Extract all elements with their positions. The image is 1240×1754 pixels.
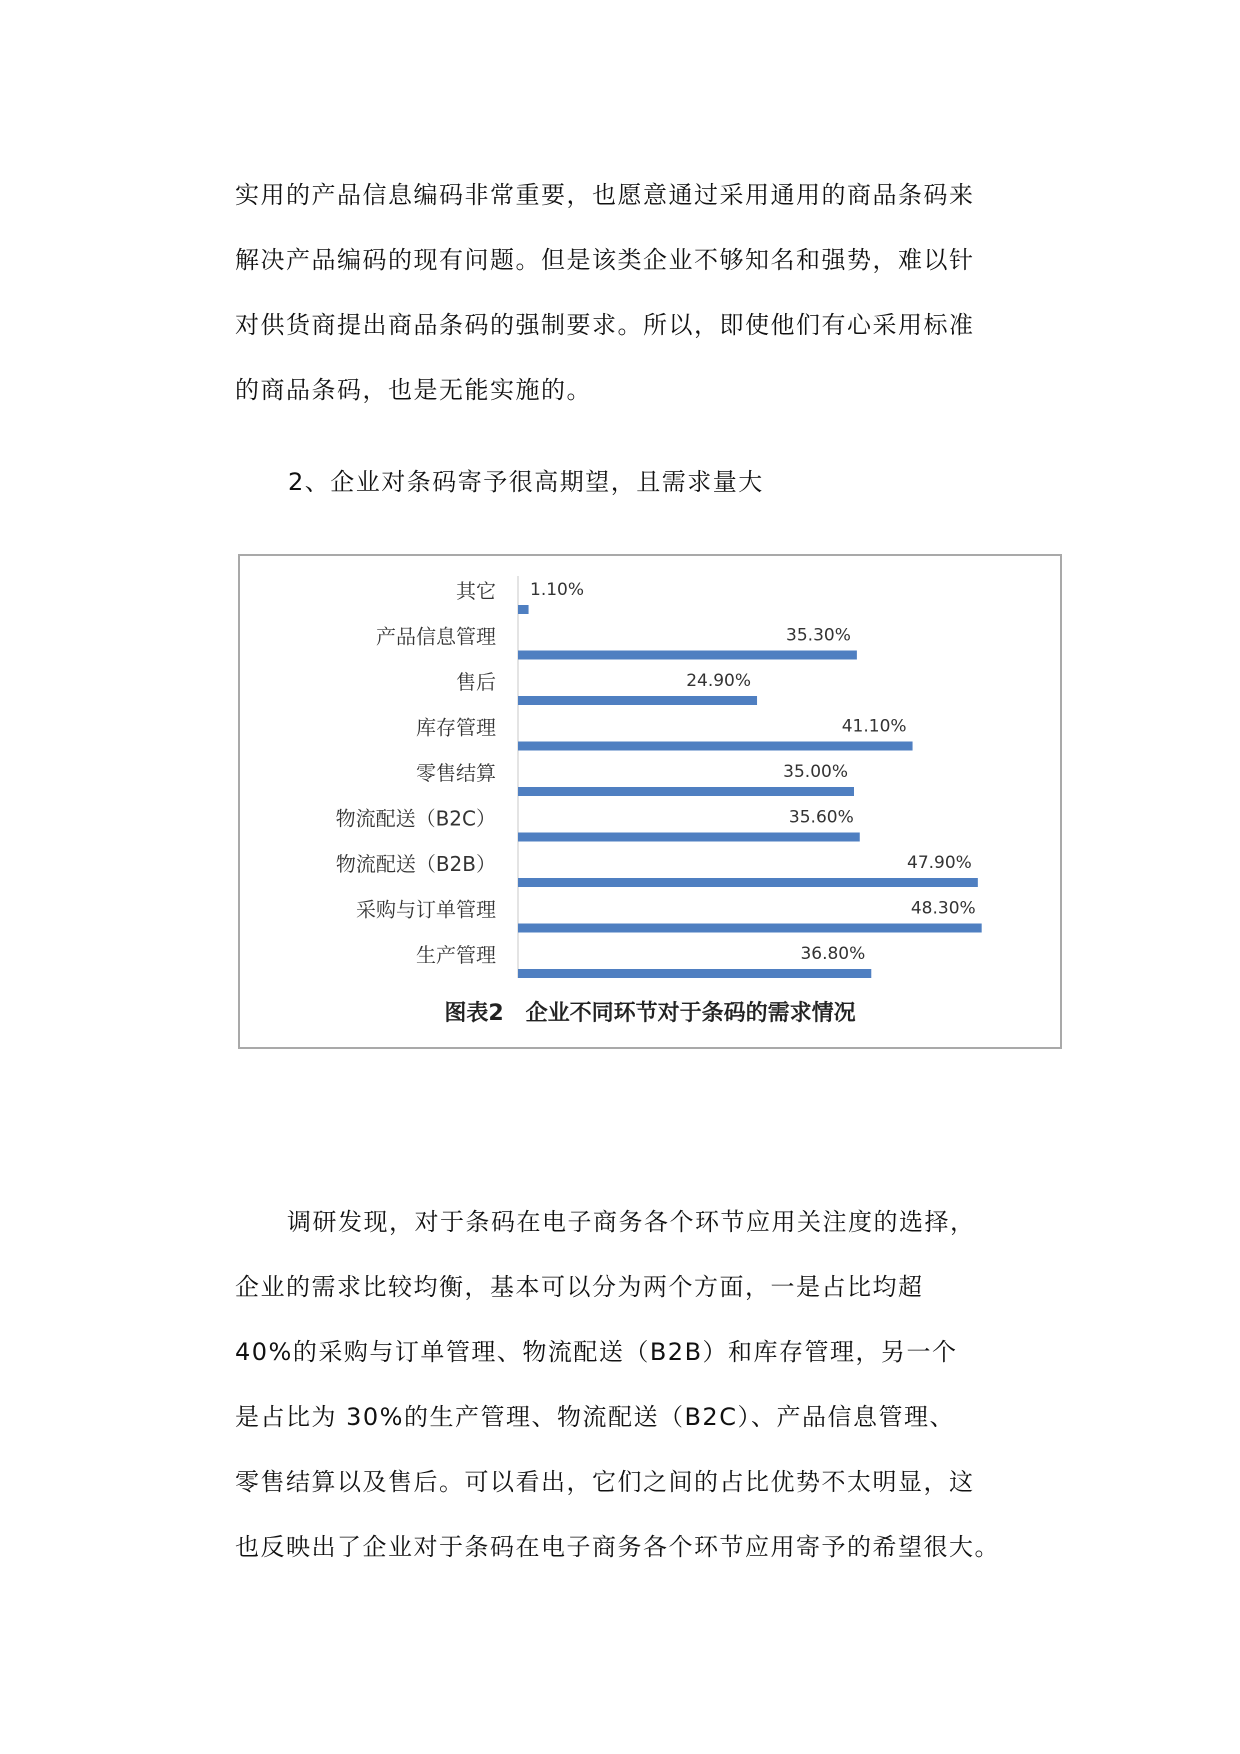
bar (518, 787, 854, 796)
chart-title: 图表2 企业不同环节对于条码的需求情况 (444, 1001, 856, 1026)
category-label: 售后 (456, 670, 496, 694)
category-label: 产品信息管理 (376, 624, 496, 649)
text-line: 解决产品编码的现有问题。但是该类企业不够知名和强势，难以针 (235, 246, 975, 274)
category-label: 生产管理 (416, 943, 496, 967)
text-line: 的商品条码，也是无能实施的。 (235, 376, 592, 404)
bar (518, 878, 978, 887)
bar (518, 969, 871, 978)
data-label: 41.10% (841, 716, 907, 737)
data-label: 35.30% (786, 625, 851, 646)
data-label: 35.60% (788, 807, 854, 828)
category-label: 零售结算 (416, 761, 496, 785)
text-line: 调研发现，对于条码在电子商务各个环节应用关注度的选择， (287, 1208, 976, 1236)
data-label: 36.80% (800, 944, 866, 964)
text-line: 也反映出了企业对于条码在电子商务各个环节应用寄予的希望很大。 (235, 1533, 1000, 1561)
text-line: 实用的产品信息编码非常重要，也愿意通过采用通用的商品条码来 (235, 181, 975, 209)
bar-chart-figure (238, 554, 1062, 1049)
data-label: 47.90% (907, 853, 972, 873)
category-label: 物流配送（B2B） (335, 852, 496, 876)
category-label: 库存管理 (416, 715, 496, 740)
bar-chart (240, 556, 1060, 1047)
bar (518, 696, 757, 705)
category-label: 物流配送（B2C） (335, 806, 496, 831)
data-label: 1.10% (530, 580, 585, 600)
text-line: 40%的采购与订单管理、物流配送（B2B）和库存管理，另一个 (235, 1338, 958, 1366)
bar (518, 605, 529, 614)
intro-paragraph (235, 163, 1015, 423)
bar (518, 742, 913, 751)
data-label: 24.90% (686, 671, 752, 691)
data-label: 35.00% (783, 762, 848, 782)
text-line: 企业的需求比较均衡，基本可以分为两个方面，一是占比均超 (235, 1273, 924, 1301)
bar (518, 651, 857, 660)
analysis-paragraph (235, 1190, 1015, 1580)
text-line: 对供货商提出商品条码的强制要求。所以，即使他们有心采用标准 (235, 311, 975, 339)
section-heading: 2、企业对条码寄予很高期望，且需求量大 (288, 468, 764, 496)
data-label: 48.30% (910, 898, 976, 919)
bar (518, 833, 860, 842)
category-label: 其它 (456, 579, 496, 603)
text-line: 是占比为 30%的生产管理、物流配送（B2C）、产品信息管理、 (235, 1403, 955, 1431)
text-line: 零售结算以及售后。可以看出，它们之间的占比优势不太明显，这 (235, 1468, 975, 1496)
category-label: 采购与订单管理 (356, 897, 496, 922)
bar (518, 924, 982, 933)
